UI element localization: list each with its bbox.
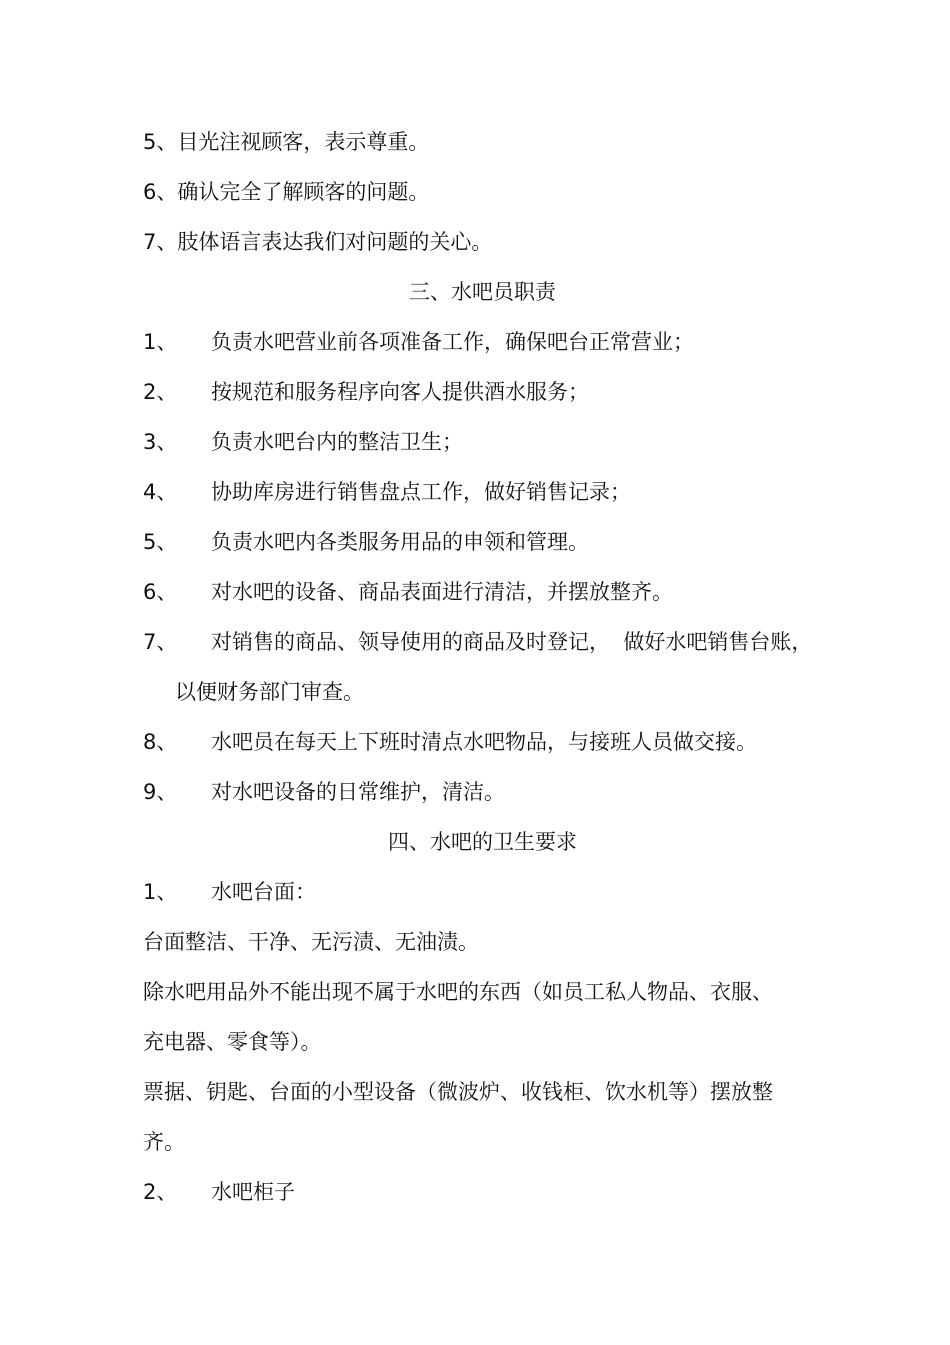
list-item-number: 2、: [143, 380, 178, 404]
section4-heading: 四、水吧的卫生要求: [388, 830, 577, 854]
intro-item-text: 6、确认完全了解顾客的问题。: [143, 180, 430, 204]
paragraph-text: 齐。: [143, 1130, 185, 1154]
list-item-text: 对水吧设备的日常维护，清洁。: [211, 780, 505, 804]
paragraph-text: 充电器、零食等）。: [143, 1030, 322, 1054]
list-item-number: 8、: [143, 730, 178, 754]
intro-item-text: 5、目光注视顾客，表示尊重。: [143, 130, 430, 154]
paragraph-text: 票据、钥匙、台面的小型设备（微波炉、收钱柜、饮水机等）摆放整: [143, 1080, 773, 1104]
list-item-number: 3、: [143, 430, 178, 454]
intro-item-text: 7、肢体语言表达我们对问题的关心。: [143, 230, 493, 254]
section3-heading: 三、水吧员职责: [409, 280, 556, 304]
list-item-continuation-text: 以便财务部门审查。: [175, 680, 364, 704]
list-item-text: 按规范和服务程序向客人提供酒水服务；: [211, 380, 589, 404]
paragraph-text: 除水吧用品外不能出现不属于水吧的东西（如员工私人物品、衣服、: [143, 980, 773, 1004]
list-item-number: 5、: [143, 530, 178, 554]
list-item-text: 对水吧的设备、商品表面进行清洁，并摆放整齐。: [211, 580, 673, 604]
list-item-text: 协助库房进行销售盘点工作，做好销售记录；: [211, 480, 631, 504]
list-item-number: 4、: [143, 480, 178, 504]
list-item-text: 水吧员在每天上下班时清点水吧物品，与接班人员做交接。: [211, 730, 757, 754]
list-item-text: 负责水吧营业前各项准备工作，确保吧台正常营业；: [211, 330, 694, 354]
list-item-text: 对销售的商品、领导使用的商品及时登记， 做好水吧销售台账，: [211, 630, 813, 654]
list-item-number: 2、: [143, 1180, 178, 1204]
list-item-number: 6、: [143, 580, 178, 604]
paragraph-text: 台面整洁、干净、无污渍、无油渍。: [143, 930, 479, 954]
list-item-text: 负责水吧台内的整洁卫生；: [211, 430, 463, 454]
list-item-text: 负责水吧内各类服务用品的申领和管理。: [211, 530, 589, 554]
list-item-number: 1、: [143, 330, 178, 354]
list-item-text: 水吧柜子: [211, 1180, 295, 1204]
list-item-number: 1、: [143, 880, 178, 904]
list-item-text: 水吧台面：: [211, 880, 316, 904]
list-item-number: 9、: [143, 780, 178, 804]
list-item-number: 7、: [143, 630, 178, 654]
